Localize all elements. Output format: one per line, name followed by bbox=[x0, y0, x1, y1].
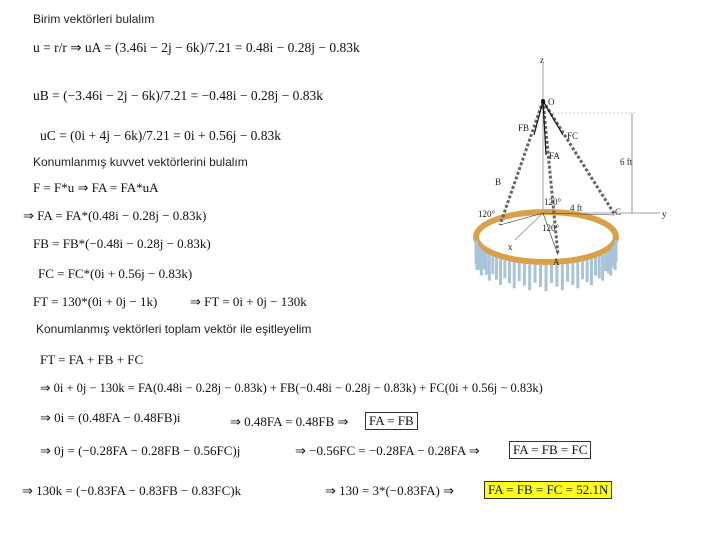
equation-i-component: ⇒ 0i = (0.48FA − 0.48FB)i bbox=[40, 410, 181, 425]
label-angle-1: 120° bbox=[478, 209, 496, 219]
chandelier-figure bbox=[470, 55, 685, 305]
equation-k-result: ⇒ 130 = 3*(−0.83FA) ⇒ bbox=[325, 483, 455, 498]
label-angle-3: 120° bbox=[542, 223, 560, 233]
crystal-drop bbox=[571, 263, 574, 285]
crystal-drop bbox=[528, 264, 531, 290]
crystal-drop bbox=[485, 253, 488, 275]
equation-force-b: FB = FB*(−0.48i − 0.28j − 0.83k) bbox=[33, 236, 211, 251]
crystal-drop bbox=[539, 265, 542, 287]
equation-unit-c: uC = (0i + 4j − 6k)/7.21 = 0i + 0.56j − 0.83k bbox=[40, 128, 282, 143]
label-a: A bbox=[553, 257, 560, 267]
heading-position-vectors: Konumlanmış kuvvet vektörlerini bulalım bbox=[33, 155, 248, 169]
label-z: z bbox=[540, 55, 544, 65]
label-y: y bbox=[662, 209, 667, 219]
crystal-drop bbox=[503, 260, 506, 278]
crystal-drop bbox=[518, 263, 521, 281]
crystal-drop bbox=[581, 261, 584, 279]
crystal-drop bbox=[491, 256, 494, 274]
equation-j-result: ⇒ −0.56FC = −0.28FA − 0.28FA ⇒ bbox=[295, 443, 480, 458]
label-c: C bbox=[615, 207, 622, 217]
radius-line-a bbox=[543, 213, 558, 255]
result-box-final: FA = FB = FC = 52.1N bbox=[484, 481, 612, 499]
equation-unit-a: u = r/r ⇒ uA = (3.46i − 2j − 6k)/7.21 = 0.48i − 0.28j − 0.83k bbox=[33, 40, 360, 55]
crystal-drop bbox=[482, 251, 485, 269]
heading-equate: Konumlanmış vektörleri toplam vektör ile eşitleyelim bbox=[36, 322, 312, 336]
equation-k-component: ⇒ 130k = (−0.83FA − 0.83FB − 0.83FC)k bbox=[22, 483, 242, 498]
label-radius: 4 ft bbox=[570, 203, 583, 213]
equation-force-total: FT = 130*(0i + 0j − 1k) bbox=[33, 294, 158, 309]
equation-sum: FT = FA + FB + FC bbox=[40, 352, 144, 367]
equation-i-result: ⇒ 0.48FA = 0.48FB ⇒ bbox=[230, 414, 349, 429]
result-box-i: FA = FB bbox=[365, 412, 418, 430]
crystal-drop bbox=[604, 253, 607, 271]
crystal-drop bbox=[555, 265, 558, 287]
label-b: B bbox=[495, 177, 502, 187]
label-fb: FB bbox=[518, 123, 530, 133]
crystal-drop bbox=[488, 255, 491, 281]
equation-force-general: F = F*u ⇒ FA = FA*uA bbox=[33, 180, 159, 195]
equation-force-a: ⇒ FA = FA*(0.48i − 0.28j − 0.83k) bbox=[23, 208, 207, 223]
crystal-drop bbox=[523, 264, 526, 286]
crystal-drop bbox=[615, 240, 618, 262]
label-fa: FA bbox=[549, 151, 560, 161]
equation-sum-expanded: ⇒ 0i + 0j − 130k = FA(0.48i − 0.28j − 0.83k) + FB(−0.48i − 0.28j − 0.83k) + FC(0i + 0.56j − 0.83k) bbox=[40, 381, 543, 395]
crystal-drop bbox=[550, 265, 553, 283]
label-x: x bbox=[508, 242, 513, 252]
crystal-drop bbox=[561, 264, 564, 290]
crystal-drop bbox=[499, 259, 502, 285]
label-o: O bbox=[548, 97, 555, 107]
crystal-drop bbox=[576, 262, 579, 288]
chain-b bbox=[500, 101, 543, 225]
chandelier-ring bbox=[476, 212, 616, 262]
label-height: 6 ft bbox=[620, 157, 633, 167]
force-arrow-b bbox=[534, 101, 543, 135]
equation-unit-b: uB = (−3.46i − 2j − 6k)/7.21 = −0.48i − 0.28j − 0.83k bbox=[33, 88, 324, 103]
equation-j-component: ⇒ 0j = (−0.28FA − 0.28FB − 0.56FC)j bbox=[40, 443, 241, 458]
crystal-drop bbox=[566, 264, 569, 282]
point-o bbox=[541, 99, 545, 103]
crystal-drop bbox=[508, 261, 511, 283]
crystal-drop bbox=[495, 258, 498, 280]
crystal-drop bbox=[513, 262, 516, 288]
crystal-drop bbox=[545, 265, 548, 291]
equation-force-c: FC = FC*(0i + 0.56j − 0.83k) bbox=[38, 266, 193, 281]
crystal-drop bbox=[601, 255, 604, 281]
crystal-drop bbox=[594, 258, 597, 276]
chandelier-crystals bbox=[475, 240, 618, 291]
heading-unit-vectors: Birim vektörleri bulalım bbox=[33, 12, 155, 26]
crystal-drop bbox=[586, 260, 589, 282]
label-fc: FC bbox=[567, 131, 579, 141]
result-box-j: FA = FB = FC bbox=[509, 441, 591, 459]
crystal-drop bbox=[598, 256, 601, 278]
equation-force-total-result: ⇒ FT = 0i + 0j − 130k bbox=[190, 294, 307, 309]
label-angle-2: 120° bbox=[544, 197, 562, 207]
crystal-drop bbox=[534, 265, 537, 283]
crystal-drop bbox=[590, 259, 593, 285]
